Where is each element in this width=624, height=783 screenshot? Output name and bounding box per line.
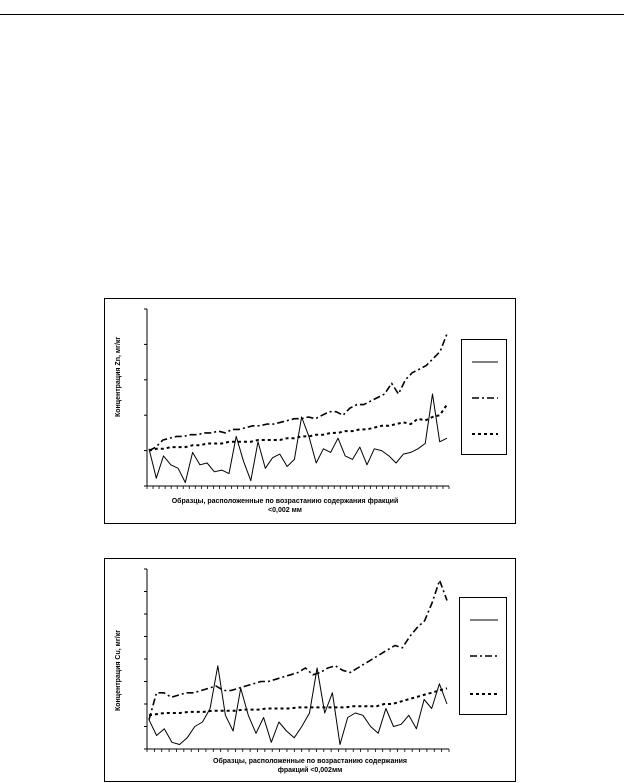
x-axis-label-cu: Образцы, расположенные по возрастанию содержания фракций <0,002мм — [213, 758, 407, 774]
zn-series-3-line — [149, 405, 447, 451]
y-axis-label-cu: Концентрация Cu, мг/кг — [115, 629, 122, 711]
legend-zn — [461, 339, 507, 455]
cu-series-1-line — [149, 666, 447, 745]
chart-cu — [105, 559, 517, 783]
legend-cu — [459, 597, 507, 715]
y-axis-label-zn: Концентрация Zn, мг/кг — [115, 336, 122, 417]
legend-swatches-zn — [462, 340, 508, 456]
page-top-rule — [0, 14, 624, 15]
x-axis-label-zn: Образцы, расположенные по возрастанию содержания фракций <0,002 мм — [171, 498, 399, 514]
chart-zn — [105, 299, 517, 525]
cu-series-3-line — [149, 688, 447, 715]
chart-panel-zn — [104, 298, 516, 524]
cu-series-2-line — [149, 580, 447, 720]
chart-panel-cu — [104, 558, 516, 782]
legend-swatches-cu — [460, 598, 508, 716]
zn-series-2-line — [149, 334, 447, 451]
